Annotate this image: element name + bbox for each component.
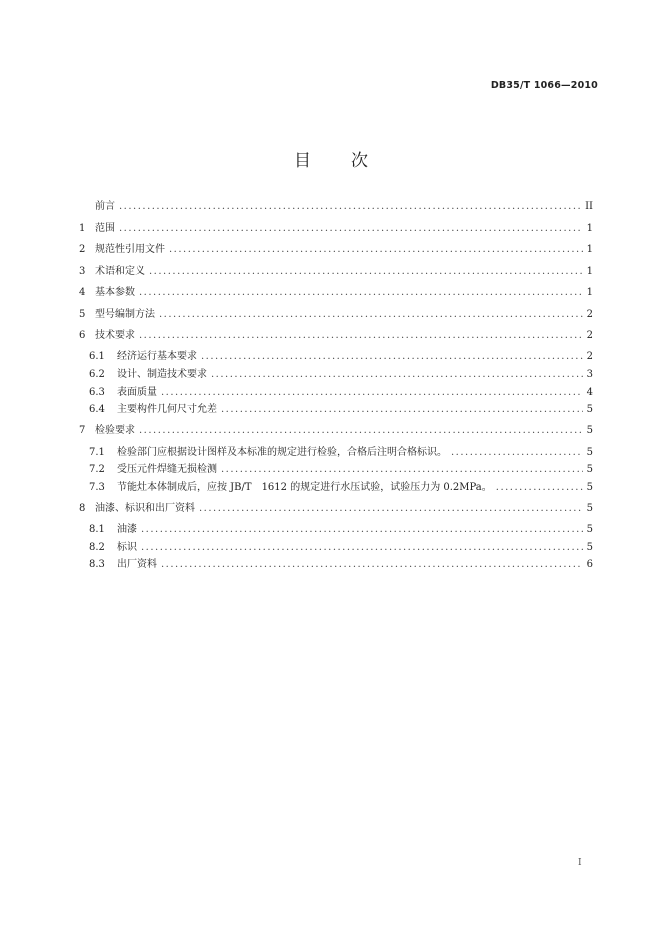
- toc-entry[interactable]: [79, 350, 593, 363]
- title-char-left: 目: [294, 151, 311, 171]
- toc-entry-label: 油漆、标识和出厂资料: [95, 503, 195, 514]
- toc-entry[interactable]: [79, 368, 593, 381]
- toc-entry-number: 7.3: [89, 482, 105, 493]
- toc-entry[interactable]: [79, 222, 593, 235]
- toc-entry-number: 7.1: [89, 447, 105, 458]
- toc-entry-number: 8.1: [89, 524, 105, 535]
- toc-entry-number: 8.3: [89, 559, 105, 570]
- toc-entry-page: 5: [586, 425, 593, 436]
- toc-entry-page: 5: [586, 542, 593, 553]
- toc-entry-number: 6.2: [89, 369, 105, 380]
- toc-entry[interactable]: [79, 200, 593, 213]
- toc-entry-number: 3: [79, 266, 86, 277]
- toc-entry-label: 规范性引用文件: [95, 244, 165, 255]
- toc-entry[interactable]: [79, 265, 593, 278]
- toc-entry-number: 6.3: [89, 387, 105, 398]
- toc-entry-number: 6: [79, 330, 86, 341]
- toc-leader-dots: [211, 368, 583, 381]
- toc-leader-dots: [161, 558, 583, 571]
- toc-entry-number: 6.1: [89, 351, 105, 362]
- toc-entry-number: 2: [79, 244, 86, 255]
- toc-leader-dots: [139, 329, 583, 342]
- toc-entry-label: 节能灶本体制成后，应按 JB/T 1612 的规定进行水压试验，试验压力为 0.2MPa。: [117, 482, 492, 493]
- toc-leader-dots: [169, 243, 583, 256]
- toc-entry-page: 5: [586, 482, 593, 493]
- toc-entry[interactable]: [79, 446, 593, 459]
- toc-entry-page: 1: [586, 287, 593, 298]
- toc-entry[interactable]: [79, 558, 593, 571]
- toc-entry-number: 1: [79, 223, 86, 234]
- toc-entry-page: 1: [586, 223, 593, 234]
- toc-entry-page: 5: [586, 503, 593, 514]
- toc-entry-label: 技术要求: [95, 330, 135, 341]
- toc-entry-page: II: [585, 201, 593, 212]
- document-code: DB35/T 1066—2010: [490, 80, 598, 91]
- toc-entry-number: 5: [79, 309, 86, 320]
- toc-leader-dots: [141, 523, 583, 536]
- toc-entry-page: 5: [586, 404, 593, 415]
- toc-entry[interactable]: [79, 541, 593, 554]
- toc-entry[interactable]: [79, 523, 593, 536]
- toc-leader-dots: [139, 286, 583, 299]
- toc-entry-label: 油漆: [117, 524, 137, 535]
- toc-entry-label: 经济运行基本要求: [117, 351, 197, 362]
- toc-entry[interactable]: [79, 403, 593, 416]
- toc-entry[interactable]: [79, 286, 593, 299]
- toc-leader-dots: [159, 308, 583, 321]
- toc-entry-page: 4: [586, 387, 593, 398]
- toc-entry[interactable]: [79, 463, 593, 476]
- toc-entry-number: 7: [79, 425, 86, 436]
- toc-entry-label: 标识: [117, 542, 137, 553]
- toc-entry-label: 表面质量: [117, 387, 157, 398]
- toc-entry-page: 5: [586, 464, 593, 475]
- toc-entry-page: 2: [586, 330, 593, 341]
- page-number: I: [578, 858, 582, 868]
- toc-entry-page: 2: [586, 309, 593, 320]
- toc-entry-page: 1: [586, 244, 593, 255]
- toc-entry-label: 主要构件几何尺寸允差: [117, 404, 217, 415]
- toc-entry[interactable]: [79, 329, 593, 342]
- toc-entry-label: 检验部门应根据设计图样及本标准的规定进行检验，合格后注明合格标识。: [117, 447, 447, 458]
- toc-entry-number: 8: [79, 503, 86, 514]
- toc-leader-dots: [221, 463, 583, 476]
- toc-leader-dots: [451, 446, 583, 459]
- toc-entry-page: 5: [586, 524, 593, 535]
- toc-entry-label: 术语和定义: [95, 266, 145, 277]
- toc-entry-page: 3: [586, 369, 593, 380]
- toc-leader-dots: [199, 502, 583, 515]
- toc-entry-label: 检验要求: [95, 425, 135, 436]
- toc-entry[interactable]: [79, 386, 593, 399]
- toc-leader-dots: [119, 200, 581, 213]
- toc-entry-label: 受压元件焊缝无损检测: [117, 464, 217, 475]
- toc-entry[interactable]: [79, 308, 593, 321]
- toc-entry-label: 型号编制方法: [95, 309, 155, 320]
- toc-entry-number: 7.2: [89, 464, 105, 475]
- toc-leader-dots: [161, 386, 583, 399]
- toc-leader-dots: [201, 350, 583, 363]
- toc-entry-label: 出厂资料: [117, 559, 157, 570]
- toc-entry-page: 2: [586, 351, 593, 362]
- toc-entry-label: 设计、制造技术要求: [117, 369, 207, 380]
- toc-entry-page: 1: [586, 266, 593, 277]
- toc-leader-dots: [496, 481, 583, 494]
- toc-entry-number: 8.2: [89, 542, 105, 553]
- toc-entry[interactable]: [79, 243, 593, 256]
- toc-leader-dots: [221, 403, 583, 416]
- toc-entry-label: 范围: [95, 223, 115, 234]
- toc-entry-page: 5: [586, 447, 593, 458]
- toc-leader-dots: [149, 265, 583, 278]
- toc-entry[interactable]: [79, 424, 593, 437]
- toc-entry[interactable]: [79, 481, 593, 494]
- toc-entry-page: 6: [586, 559, 593, 570]
- toc-entry-number: 6.4: [89, 404, 105, 415]
- toc-leader-dots: [139, 424, 583, 437]
- page-title: [0, 146, 662, 171]
- toc-leader-dots: [141, 541, 583, 554]
- toc-leader-dots: [119, 222, 583, 235]
- toc-entry-label: 前言: [95, 201, 115, 212]
- toc-entry-number: 4: [79, 287, 86, 298]
- title-char-right: 次: [351, 151, 368, 171]
- toc-entry[interactable]: [79, 502, 593, 515]
- toc-entry-label: 基本参数: [95, 287, 135, 298]
